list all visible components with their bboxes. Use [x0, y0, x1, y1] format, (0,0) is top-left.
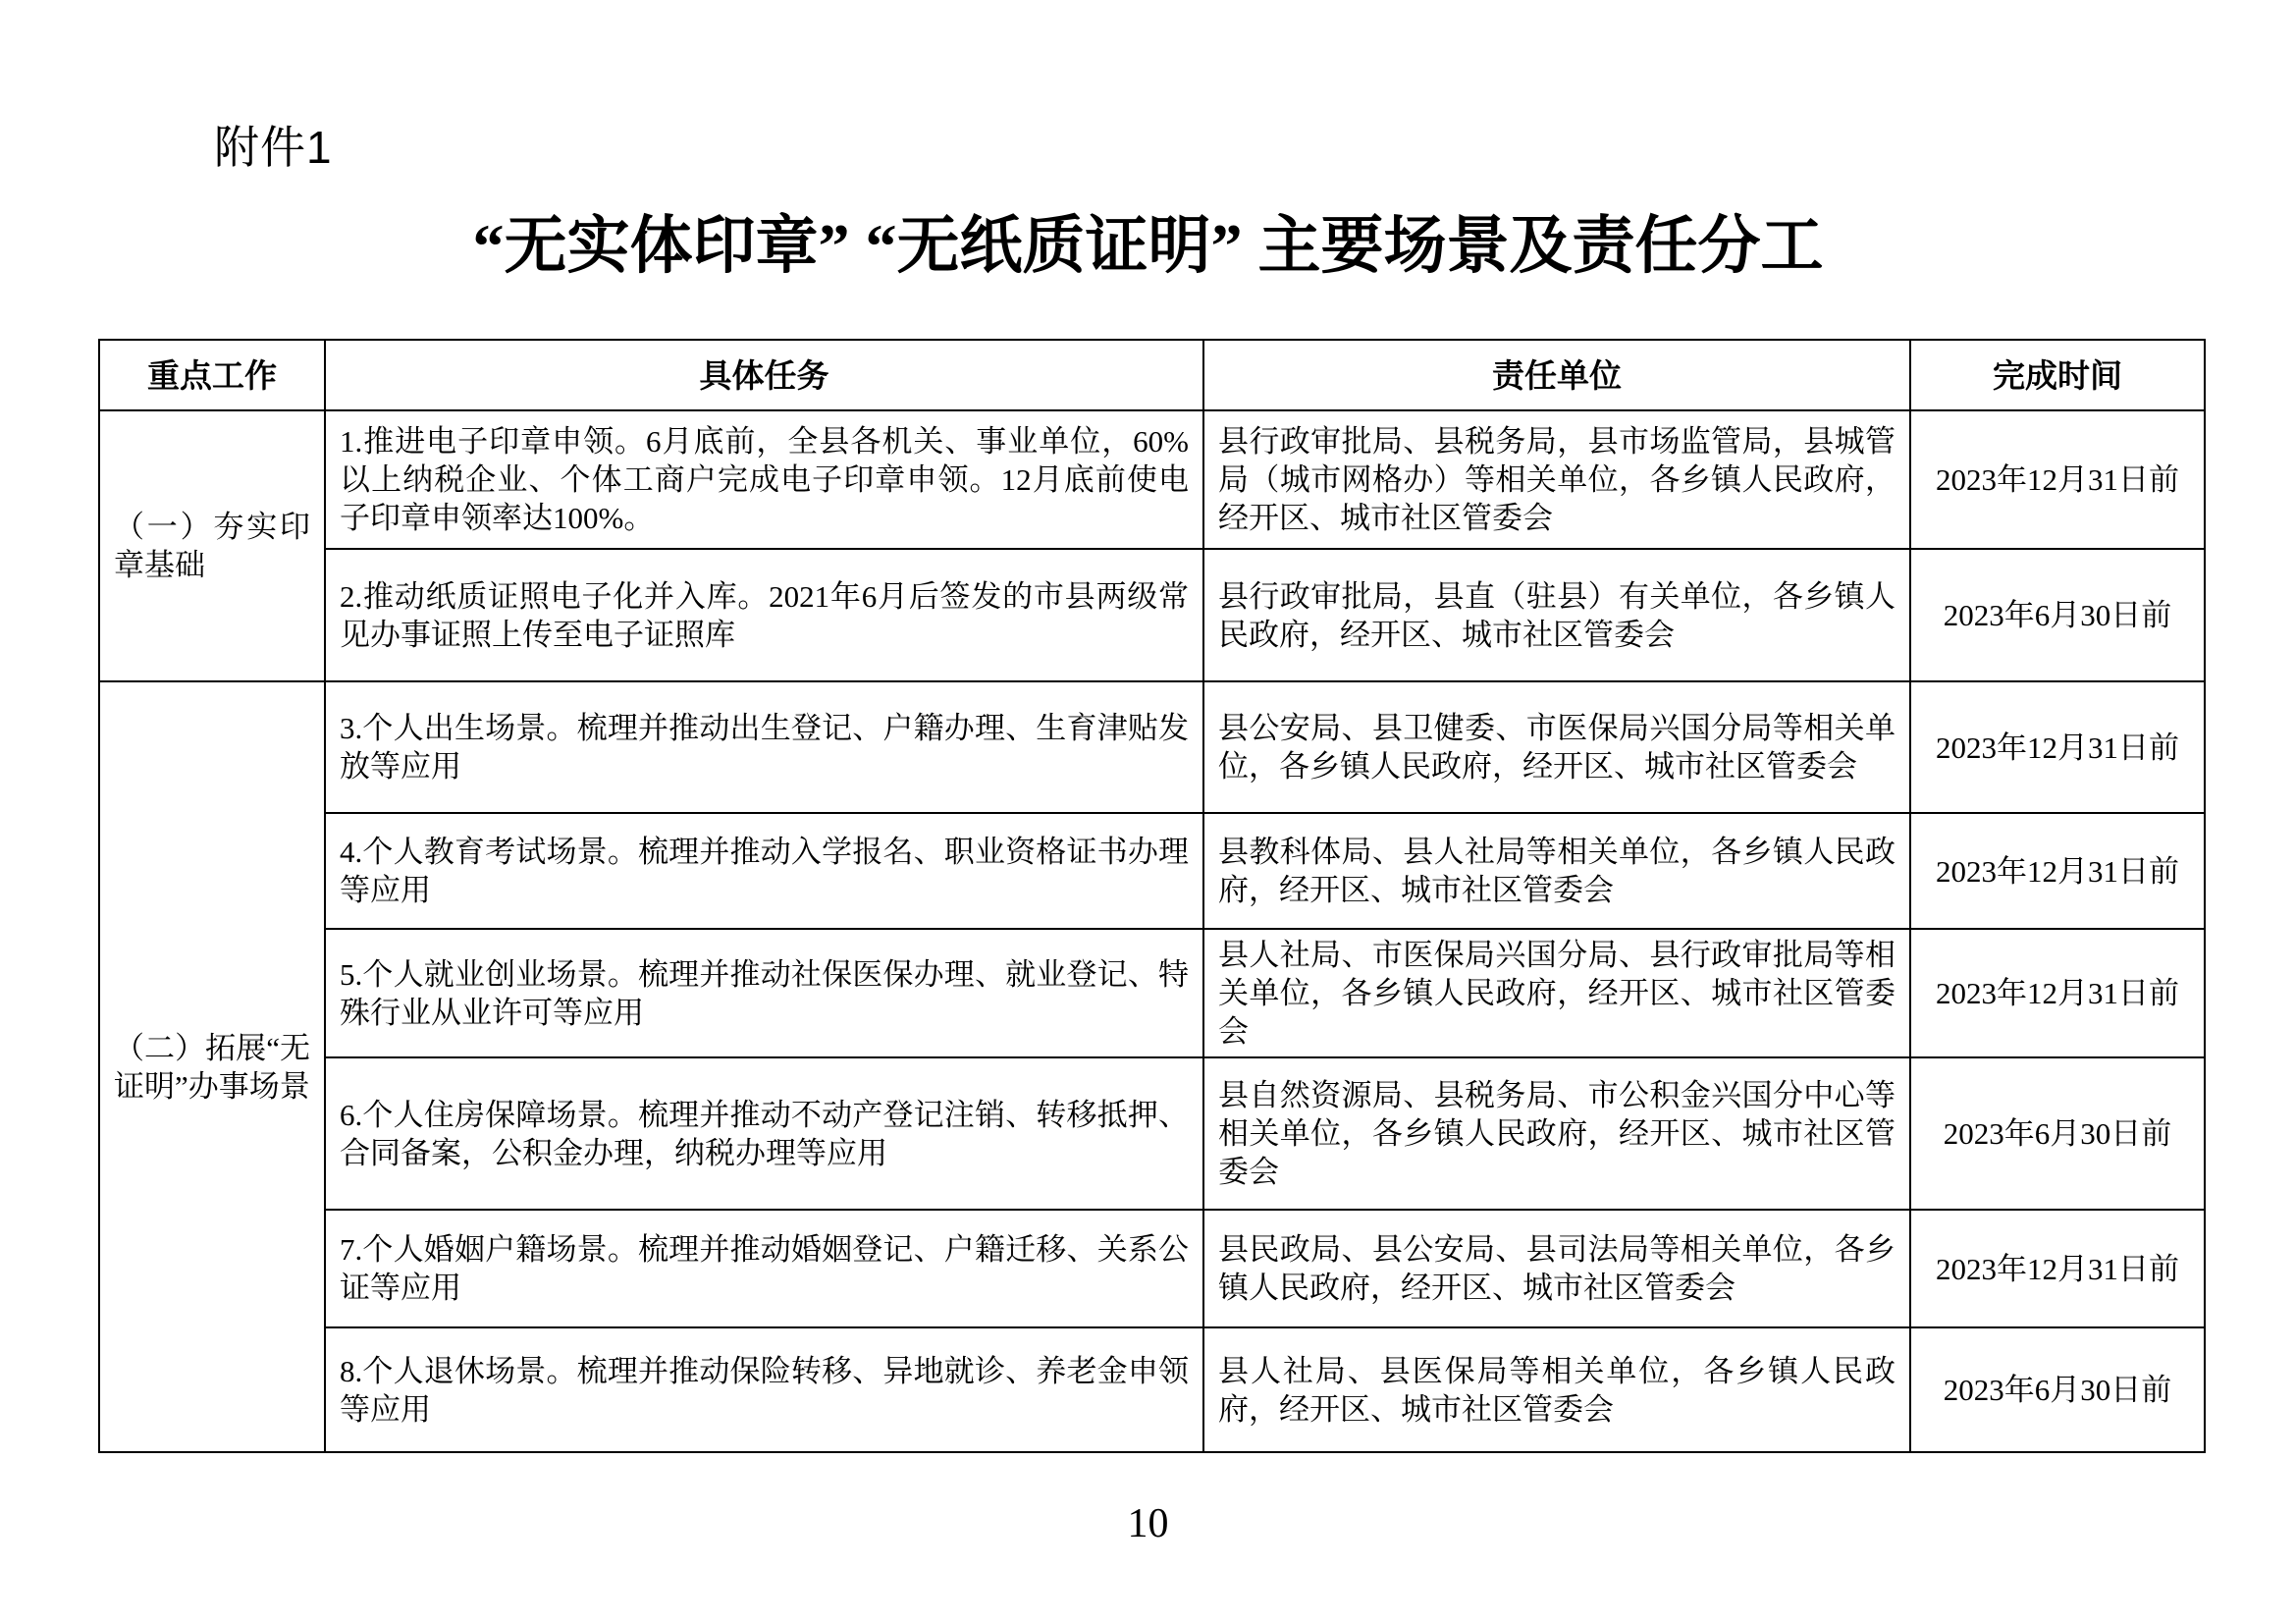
- unit-cell: 县人社局、市医保局兴国分局、县行政审批局等相关单位，各乡镇人民政府，经开区、城市社区管委会: [1203, 929, 1910, 1057]
- unit-cell: 县行政审批局，县直（驻县）有关单位，各乡镇人民政府，经开区、城市社区管委会: [1203, 549, 1910, 681]
- task-cell: 7.个人婚姻户籍场景。梳理并推动婚姻登记、户籍迁移、关系公证等应用: [325, 1210, 1203, 1327]
- task-cell: 3.个人出生场景。梳理并推动出生登记、户籍办理、生育津贴发放等应用: [325, 681, 1203, 813]
- table-row: [99, 549, 2205, 681]
- deadline-cell: 2023年6月30日前: [1910, 549, 2205, 681]
- responsibility-table: [98, 339, 2206, 1453]
- table-row: [99, 1327, 2205, 1452]
- task-cell: 2.推动纸质证照电子化并入库。2021年6月后签发的市县两级常见办事证照上传至电子证照库: [325, 549, 1203, 681]
- unit-cell: 县公安局、县卫健委、市医保局兴国分局等相关单位，各乡镇人民政府，经开区、城市社区管委会: [1203, 681, 1910, 813]
- unit-cell: 县行政审批局、县税务局，县市场监管局，县城管局（城市网格办）等相关单位，各乡镇人民政府，经开区、城市社区管委会: [1203, 410, 1910, 549]
- column-header-unit: 责任单位: [1203, 340, 1910, 410]
- task-cell: 8.个人退休场景。梳理并推动保险转移、异地就诊、养老金申领等应用: [325, 1327, 1203, 1452]
- deadline-cell: 2023年12月31日前: [1910, 681, 2205, 813]
- task-cell: 4.个人教育考试场景。梳理并推动入学报名、职业资格证书办理等应用: [325, 813, 1203, 929]
- column-header-task: 具体任务: [325, 340, 1203, 410]
- column-header-key-work: 重点工作: [99, 340, 325, 410]
- table-row: [99, 1057, 2205, 1210]
- deadline-cell: 2023年12月31日前: [1910, 929, 2205, 1057]
- table-row: [99, 681, 2205, 813]
- task-cell: 5.个人就业创业场景。梳理并推动社保医保办理、就业登记、特殊行业从业许可等应用: [325, 929, 1203, 1057]
- table-row: [99, 410, 2205, 549]
- unit-cell: 县人社局、县医保局等相关单位，各乡镇人民政府，经开区、城市社区管委会: [1203, 1327, 1910, 1452]
- deadline-cell: 2023年12月31日前: [1910, 410, 2205, 549]
- task-cell: 1.推进电子印章申领。6月底前，全县各机关、事业单位，60%以上纳税企业、个体工商户完成电子印章申领。12月底前使电子印章申领率达100%。: [325, 410, 1203, 549]
- attachment-label: 附件1: [214, 122, 333, 173]
- table-row: [99, 929, 2205, 1057]
- deadline-cell: 2023年6月30日前: [1910, 1057, 2205, 1210]
- table-header-row: [99, 340, 2205, 410]
- page-title: “无实体印章” “无纸质证明” 主要场景及责任分工: [472, 211, 1824, 281]
- column-header-deadline: 完成时间: [1910, 340, 2205, 410]
- deadline-cell: 2023年12月31日前: [1910, 813, 2205, 929]
- table-row: [99, 1210, 2205, 1327]
- task-cell: 6.个人住房保障场景。梳理并推动不动产登记注销、转移抵押、合同备案，公积金办理，纳税办理等应用: [325, 1057, 1203, 1210]
- page-number: 10: [1127, 1501, 1169, 1546]
- key-work-cell-section-2: （二）拓展“无证明”办事场景: [99, 681, 325, 1452]
- unit-cell: 县自然资源局、县税务局、市公积金兴国分中心等相关单位，各乡镇人民政府，经开区、城市社区管委会: [1203, 1057, 1910, 1210]
- deadline-cell: 2023年12月31日前: [1910, 1210, 2205, 1327]
- deadline-cell: 2023年6月30日前: [1910, 1327, 2205, 1452]
- table-row: [99, 813, 2205, 929]
- unit-cell: 县民政局、县公安局、县司法局等相关单位，各乡镇人民政府，经开区、城市社区管委会: [1203, 1210, 1910, 1327]
- key-work-cell-section-1: （一）夯实印章基础: [99, 410, 325, 681]
- unit-cell: 县教科体局、县人社局等相关单位，各乡镇人民政府，经开区、城市社区管委会: [1203, 813, 1910, 929]
